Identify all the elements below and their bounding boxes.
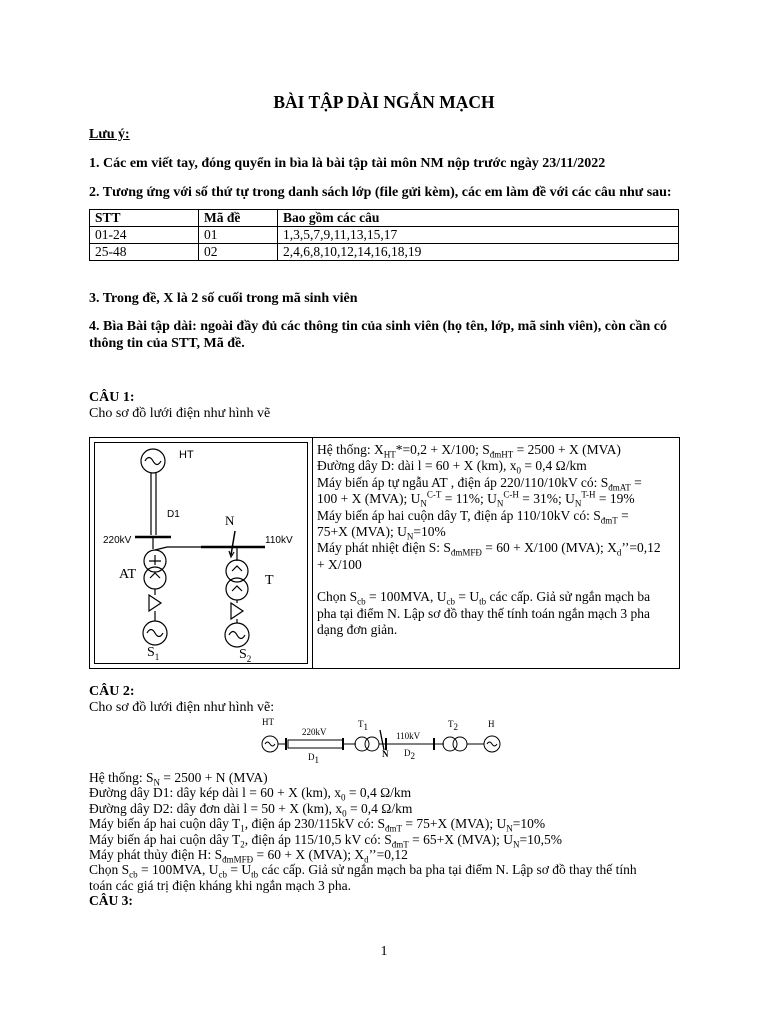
assignment-table	[89, 209, 679, 261]
table-header-cell: STT	[90, 210, 199, 227]
label-d1: D1	[167, 509, 180, 520]
radial-network-diagram	[256, 716, 506, 766]
note-label: Lưu ý:	[89, 127, 130, 142]
table-header-cell: Mã đề	[199, 210, 278, 227]
power-network-diagram	[95, 443, 307, 663]
table-cell: 02	[199, 244, 278, 261]
label-220kv: 220kV	[103, 535, 132, 546]
q2-line: Máy biến áp hai cuộn dây $T_1$, điện áp 230/115kV có: $S_{đmT} = 75+X$ (MVA); $U_N=10\%$	[89, 816, 546, 834]
page-number: 1	[380, 944, 388, 959]
table-row	[90, 227, 679, 244]
question-3-heading: CÂU 3:	[89, 893, 133, 909]
question-2-intro: Cho sơ đồ lưới điện như hình vẽ:	[89, 700, 275, 715]
question-1-diagram	[94, 442, 308, 664]
table-header-row	[90, 210, 679, 227]
label-ht: HT	[179, 449, 194, 461]
label-s2: $S_2$	[239, 647, 252, 664]
label-ht: HT	[262, 717, 274, 727]
question-2-diagram	[256, 716, 506, 766]
label-s1: $S_1$	[147, 645, 160, 662]
question-2-heading: CÂU 2:	[89, 684, 135, 699]
label-h: H	[488, 719, 495, 729]
table-cell: 25-48	[90, 244, 199, 261]
table-cell: 01	[199, 227, 278, 244]
label-t1: $T_1$	[358, 719, 368, 732]
q2-line: Đường dây D1: dây kép dài l = 60 + X (km), $x_0 = 0,4$ Ω/km	[89, 785, 412, 804]
q1-line: Chọn $S_{cb} = 100MVA$, $U_{cb} = U_{tb}$ các cấp. Giả sử ngắn mạch ba	[317, 589, 651, 607]
label-d2: $D_2$	[404, 748, 415, 761]
q1-line: Máy phát nhiệt điện S: $S_{đmMFĐ} = 60 + X/100$ (MVA); $X_d’’=0,12$	[317, 540, 661, 559]
q2-line: Chọn $S_{cb} = 100MVA$, $U_{cb} = U_{tb}$ các cấp. Giả sử ngắn mạch ba pha tại điểm N. Lập sơ đồ thay thế tính	[89, 862, 637, 881]
q1-line: 100 + X (MVA); $U_N^{C-T} = 11\%$; $U_N^{C-H} = 31\%$; $U_N^{T-H} = 19\%$	[317, 489, 635, 509]
q2-line: Máy biến áp hai cuộn dây $T_2$, điện áp 115/10,5 kV có: $S_{đmT} = 65+X$ (MVA); $U_N=10,5\%$	[89, 831, 562, 850]
box-divider	[312, 438, 313, 668]
label-110kv: 110kV	[265, 535, 293, 546]
label-at: AT	[119, 567, 137, 582]
label-220kv: 220kV	[302, 727, 327, 737]
label-d1: $D_1$	[308, 752, 319, 765]
question-2-text	[89, 770, 637, 909]
table-row	[90, 244, 679, 261]
label-n: N	[382, 749, 389, 759]
q1-line: Máy biến áp hai cuộn dây T, điện áp 110/10kV có: $S_{đmT}$ =	[317, 507, 629, 526]
q1-line: 75+X (MVA); $U_N=10\%$	[317, 524, 446, 542]
note-item-1: 1. Các em viết tay, đóng quyển in bìa là bài tập tài môn NM nộp trước ngày 23/11/2022	[89, 156, 606, 171]
document-title: BÀI TẬP DÀI NGẮN MẠCH	[273, 92, 495, 112]
table-cell: 1,3,5,7,9,11,13,15,17	[278, 227, 679, 244]
question-1-heading: CÂU 1:	[89, 390, 135, 405]
note-item-4-line1: 4. Bìa Bài tập dài: ngoài đầy đủ các thông tin của sinh viên (họ tên, lớp, mã sinh viên), còn cần có	[89, 319, 667, 334]
q1-line: pha tại điểm N. Lập sơ đồ thay thế tính toán ngắn mạch 3 pha	[317, 605, 650, 621]
question-1-intro: Cho sơ đồ lưới điện như hình vẽ	[89, 406, 271, 421]
note-item-2: 2. Tương ứng với số thứ tự trong danh sách lớp (file gửi kèm), các em làm đề với các câu như sau:	[89, 185, 672, 200]
table-header-cell: Bao gồm các câu	[278, 210, 679, 227]
q2-line: Đường dây D2: dây đơn dài l = 50 + X (km), $x_0 = 0,4$ Ω/km	[89, 800, 413, 819]
q2-line: Hệ thống: $S_N = 2500 + N$ (MVA)	[89, 770, 268, 788]
label-t2: $T_2$	[448, 719, 458, 732]
q2-line: Máy phát thủy điện H: $S_{đmMFĐ} = 60 + X$ (MVA); $X_d’’=0,12$	[89, 847, 408, 865]
table-cell: 2,4,6,8,10,12,14,16,18,19	[278, 244, 679, 261]
question-1-box	[89, 437, 680, 669]
q1-line: + X/100	[317, 556, 362, 572]
label-n: N	[225, 513, 235, 528]
q1-line: Đường dây D: dài l = 60 + X (km), $x_0 = 0,4$ Ω/km	[317, 458, 587, 477]
label-110kv: 110kV	[396, 731, 421, 741]
q2-line: toán các giá trị điện kháng khi ngắn mạch 3 pha.	[89, 877, 352, 893]
q1-line: Hệ thống: $X_{HT}*=0,2 + X/100$; $S_{đmHT} = 2500 + X$ (MVA)	[317, 442, 621, 460]
label-t: T	[265, 573, 274, 588]
note-item-3: 3. Trong đề, X là 2 số cuối trong mã sinh viên	[89, 291, 358, 306]
q1-line: Máy biến áp tự ngẫu AT , điện áp 220/110/10kV có: $S_{đmAT}$ =	[317, 474, 642, 493]
q1-line: dạng đơn giản.	[317, 622, 398, 638]
question-1-text	[317, 442, 667, 638]
note-item-4-line2: thông tin của STT, Mã đề.	[89, 336, 245, 351]
table-cell: 01-24	[90, 227, 199, 244]
